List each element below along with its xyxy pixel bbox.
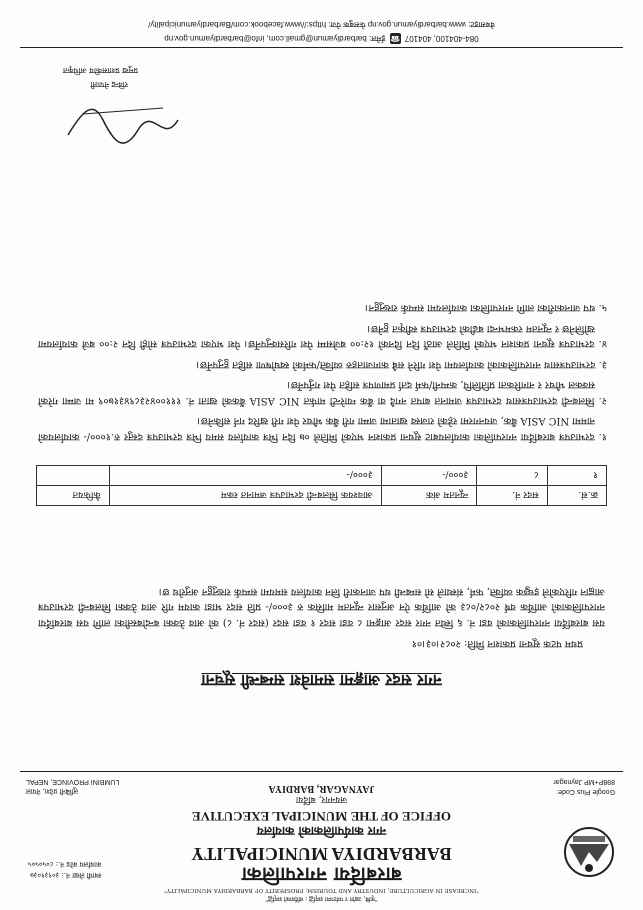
col-sadar-no: सदर नं. xyxy=(477,486,547,506)
footer-fb-link[interactable]: https://www.facebook.com/Barbardiyamunicipality/ xyxy=(148,20,327,29)
municipality-title-en: BARBARDIYA MUNICIPALITY xyxy=(191,844,452,864)
plus-code-value: 898P+MP Jaynagar xyxy=(553,778,615,785)
footer-web xyxy=(0,19,643,30)
signatory-title: प्रमुख प्रशासकीय अधिकृत xyxy=(62,66,138,75)
footer-divider xyxy=(20,47,623,48)
fees-table xyxy=(36,465,607,506)
phone-icon: ☎ xyxy=(390,33,401,43)
condition-item: ५. थप जानकारीका लागि नगरपालिका कार्यालयमा सम्पर्क राख्नुहुन। xyxy=(364,302,607,314)
col-min-amount: न्यूनतम अंक xyxy=(381,486,477,506)
office-title-en: OFFICE OF THE MUNICIPAL EXECUTIVE xyxy=(191,809,452,824)
address-en: JAYNAGAR, BARDIYA xyxy=(268,783,375,794)
col-remarks: कैफियत xyxy=(37,486,110,506)
condition-item: ४. दरभाउपत्र सूचना प्रकाशन भएको मितिले आठौं दिन दिनको १२:०० बजेसम्म पेश गरिसक्नुपर्नेछ। पेश भएका दरभाउपत्र सोही दिन २:०० बजे कार्यालयमा खोलिनेछ र न्यूनतम रकमभन्दा बढीको दरभाउपत्र स्वीकृत हुनेछ। xyxy=(38,323,607,350)
notice-title xyxy=(0,670,643,692)
municipality-title-np: बारबर्दिया नगरपालिका xyxy=(241,863,402,885)
cell-min-amount: ३०००/- xyxy=(381,466,477,486)
cell-sn: १ xyxy=(547,466,606,486)
footer-fb-label: फेसबुक पेज: xyxy=(328,20,366,29)
province-en: LUMBINI PROVINCE, NEPAL xyxy=(26,778,120,785)
table-row xyxy=(37,466,607,486)
cell-deposit: ३०००/- xyxy=(109,466,381,486)
phone-label: स्थायी लेखा नं.: ३०९३९०३७ xyxy=(30,871,102,879)
conditions-list xyxy=(38,295,607,444)
footer-phone: 084-404100, 404107 xyxy=(404,34,479,43)
cell-sadar-no: ८ xyxy=(477,466,547,486)
address-np: जयनगर, बर्दिया xyxy=(295,794,348,804)
account-label: कार्यालय कोड नं.: ८०५०५०५ xyxy=(28,860,102,868)
signatory-name: रविन्द्र नेपाली xyxy=(90,80,128,89)
signature-mark xyxy=(63,100,183,150)
cell-remarks xyxy=(37,466,110,486)
col-sn: क्र.सं. xyxy=(547,486,606,506)
notice-body xyxy=(38,580,605,631)
plus-code xyxy=(553,776,615,796)
condition-item: ३. दरभाउपत्रसाथ नगरपालिकाको कार्यालयमा पेश गरिने सबै कागजातहरु व्यक्ति/फर्मको स्वघोषणा सहित हुनुपर्नेछ। xyxy=(196,359,607,370)
col-deposit: आवश्यक सिलबन्दी दरभाउपत्र जमानत रकम xyxy=(109,486,381,506)
province-np: लुम्बिनी प्रदेश, नेपाल xyxy=(26,787,79,795)
slogan-en: "INCREASE IN AGRICULTURE, INDUSTRY AND TOURISM; PROSPERITY OF BARBARDIYA MUNICIPALITY" xyxy=(164,887,479,893)
table-header-row xyxy=(37,486,607,506)
office-title-np: नगर कार्यपालिकाको कार्यालय xyxy=(256,824,387,838)
slogan-np: "कृषि, उद्योग र पर्यटनमा समृद्धि : वर्दियाको समृद्धि" xyxy=(265,895,378,902)
notice-title-text: नगर सदर आङ्गमा समावेश सम्बन्धी सूचना xyxy=(201,671,442,690)
condition-item: २. सिलबन्दी दरभाउपत्रसाथ दरभाउपत्र जमानत बापत नगदै वा बैंक ग्यारेन्टी मार्फत NIC ASIA बैंकको खाता नं. १११००४२३८९४३१७०९ मा जम्मा गरेको सक्कल भौचर र नागरिकता प्रतिलिपि, कम्पनी/फर्म दर्ता प्रमाणपत्र सहित पेश गर्नुपर्नेछ। xyxy=(38,379,607,406)
plus-code-label: Google Plus Code: xyxy=(556,788,615,795)
condition-item: १. दरभाउपत्र बारबर्दिया नगरपालिका कार्यालयबाट सूचना प्रकाशन भएको मितिले ०७ दिन भित्र कार्यालय समय भित्र दरभाउपत्र दस्तुर रु.१०००/- कार्यालयको नाममा NIC ASIA बैंक, जयनगरमा रहेको राजस्व खातामा जम्मा गरी बैंक भौचर पेश गरी खरिद गर्न सकिनेछ। xyxy=(38,415,607,442)
header-divider xyxy=(20,771,623,772)
notice-intro: यस बारबर्दिया नगरपालिकाको वडा नं. ६ स्थित नगर सदर आङ्गमा ८ वडा सदर १ वडा सदर (सदर नं. ८) को आव ठेक्का बन्दोबस्तीका लागि यस बारबर्दिया नगरपालिकाको आर्थिक वर्ष २०८२/०८३ को आर्थिक ऐन अनुसार न्यूनतम मासिक रु ३०००/- प्रति सदर भाडा कायम गरि आव ठेक्का सिलबन्दी दरभाउपत्र आह्वान गरिएकोले इच्छुक व्यक्ति, फर्म, संस्थाले सो सम्बन्धी थप जानकारी लिन कार्यालय समयमा सम्पर्क राख्नुहुन अनुरोध छ। xyxy=(38,586,605,628)
footer-email: barbardiyamun@gmail.com, info@barbardiyamun.gov.np xyxy=(164,34,367,43)
footer-email-label: ईमेल: xyxy=(368,34,386,43)
footer-contact xyxy=(0,33,643,44)
footer-web-label: वेबसाइट: xyxy=(468,20,495,29)
publication-date: प्रथम पटक सूचना प्रकाशन मिति: २०८२।०३।०१ xyxy=(411,638,583,649)
footer-web-link[interactable]: www.barbardiyamun.gov.np xyxy=(367,20,466,29)
slogan xyxy=(0,886,643,902)
province xyxy=(26,776,119,796)
